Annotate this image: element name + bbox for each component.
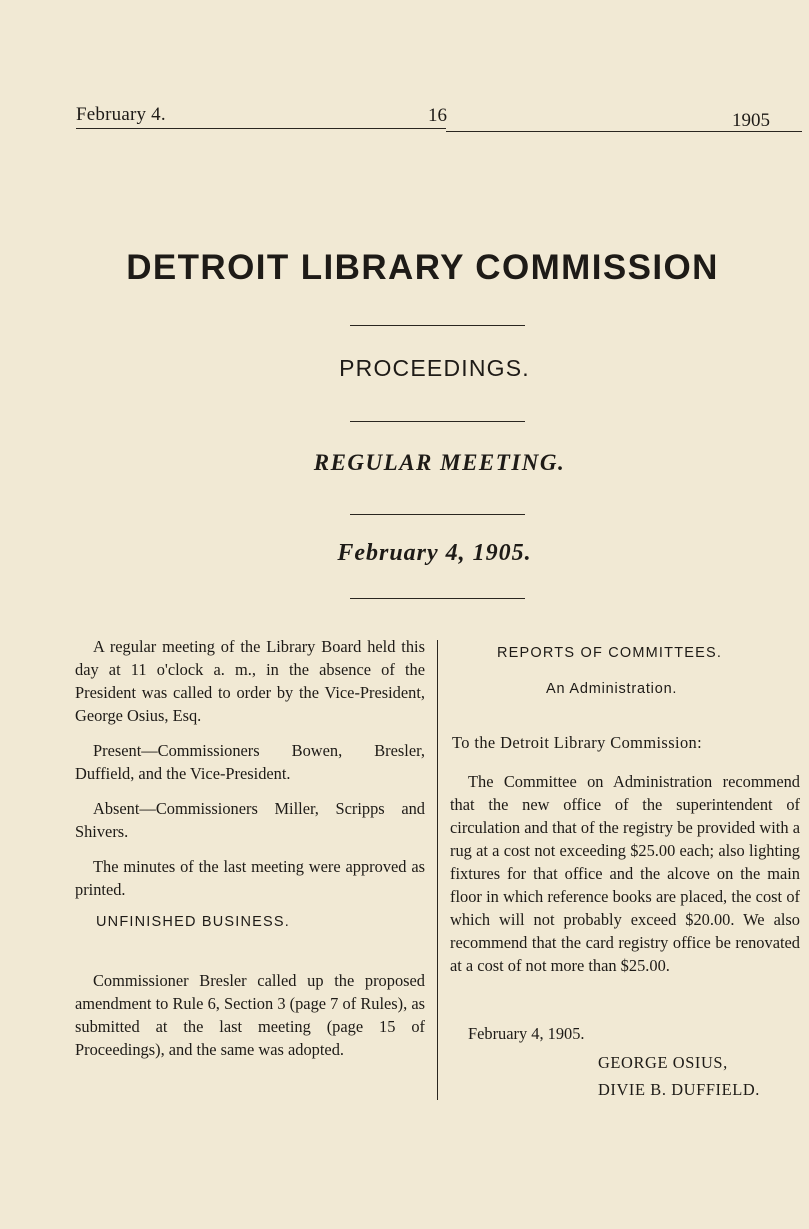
running-header-year: 1905 <box>732 110 770 131</box>
paragraph: Absent—Commissioners Miller, Scripps and Shivers. <box>75 799 425 841</box>
page-number: 16 <box>428 105 447 126</box>
report-date: February 4, 1905. <box>468 1024 585 1043</box>
document-subtitle: PROCEEDINGS. <box>339 355 530 381</box>
paragraph: The minutes of the last meeting were approved as printed. <box>75 857 425 899</box>
paragraph: A regular meeting of the Library Board held this day at 11 o'clock a. m., in the absence of the President was called to order by the Vice-President, George Osius, Esq. <box>75 637 425 725</box>
report-address: To the Detroit Library Commission: <box>452 733 703 752</box>
meeting-date-heading: February 4, 1905. <box>337 540 532 566</box>
signatory: DIVIE B. DUFFIELD. <box>598 1080 760 1099</box>
unfinished-business-text <box>75 969 425 1061</box>
section-heading-reports: REPORTS OF COMMITTEES. <box>497 645 723 661</box>
divider-rule <box>350 325 525 326</box>
left-column <box>75 635 425 913</box>
divider-rule <box>350 514 525 515</box>
report-body <box>450 770 800 977</box>
header-rule <box>446 131 802 132</box>
section-heading-unfinished-business: UNFINISHED BUSINESS. <box>96 914 290 930</box>
paragraph: Present—Commissioners Bowen, Bresler, Duffield, and the Vice-President. <box>75 741 425 783</box>
column-divider <box>437 640 438 1100</box>
divider-rule <box>350 421 525 422</box>
running-header-date: February 4. <box>76 104 166 125</box>
paragraph: The Committee on Administration recommend that the new office of the superintendent of circulation and that of the registry be provided with a rug at a cost not exceeding $25.00 each; also lighting fixtures for that office and the alcove on the main floor in which reference books are placed, the cost of which will not probably exceed $20.00. We also recommend that the card registry office be renovated at a cost of not more than $25.00. <box>450 772 800 975</box>
signatory: GEORGE OSIUS, <box>598 1053 728 1072</box>
divider-rule <box>350 598 525 599</box>
header-rule <box>76 128 446 129</box>
paragraph: Commissioner Bresler called up the proposed amendment to Rule 6, Section 3 (page 7 of Rules), as submitted at the last meeting (page 15 of Proceedings), and the same was adopted. <box>75 971 425 1059</box>
document-title: DETROIT LIBRARY COMMISSION <box>126 248 719 287</box>
committee-subheading: An Administration. <box>546 681 678 697</box>
meeting-type-heading: REGULAR MEETING. <box>313 450 566 475</box>
